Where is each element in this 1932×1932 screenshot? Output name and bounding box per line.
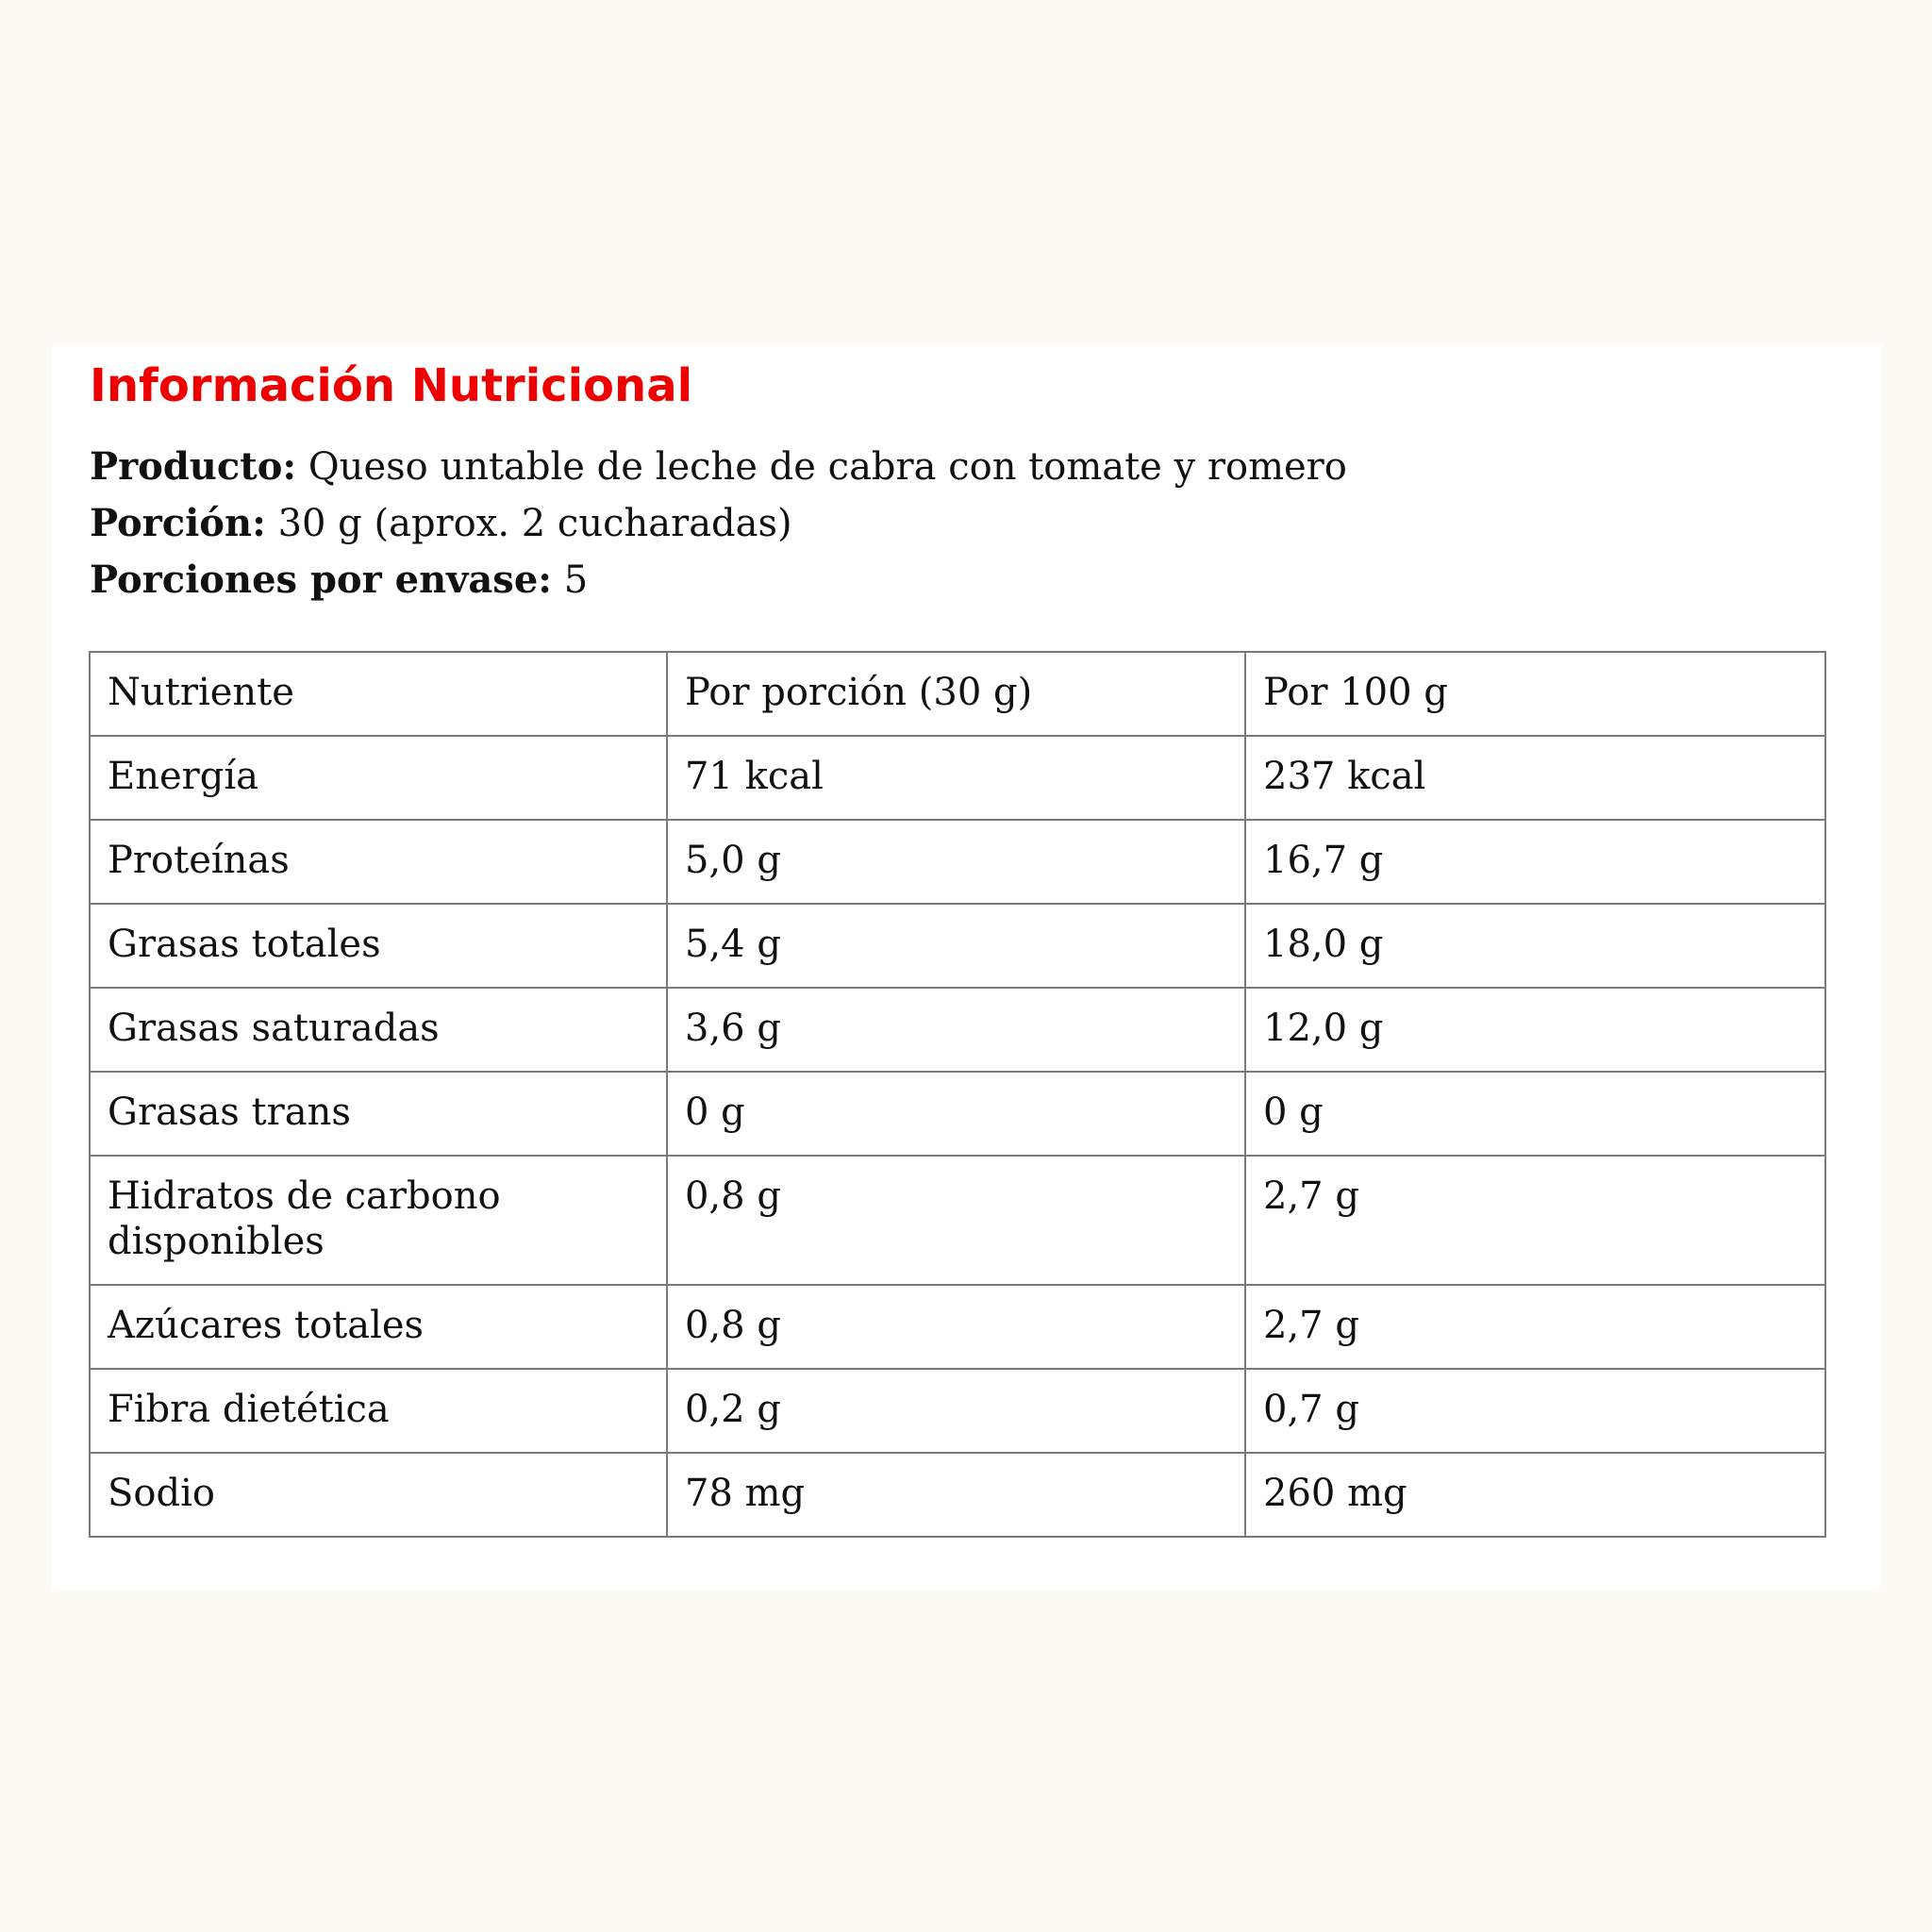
nutrient-name: Hidratos de carbono disponibles [90, 1156, 667, 1285]
nutrition-table [89, 651, 1826, 1538]
per-100g-value: 2,7 g [1245, 1285, 1825, 1369]
nutrient-name: Fibra dietética [90, 1369, 667, 1453]
per-portion-value: 5,4 g [667, 904, 1245, 988]
nutrition-card [52, 344, 1882, 1590]
per-portion-value: 0,8 g [667, 1156, 1245, 1285]
table-row [90, 988, 1825, 1072]
table-row [90, 1453, 1825, 1537]
per-100g-value: 16,7 g [1245, 820, 1825, 904]
nutrient-name: Grasas totales [90, 904, 667, 988]
table-row [90, 1156, 1825, 1285]
nutrient-name: Azúcares totales [90, 1285, 667, 1369]
product-value: Queso untable de leche de cabra con tomate y romero [308, 445, 1347, 489]
servings-value: 5 [563, 558, 589, 602]
table-row [90, 1369, 1825, 1453]
per-portion-value: 78 mg [667, 1453, 1245, 1537]
table-row [90, 904, 1825, 988]
table-row [90, 1072, 1825, 1156]
nutrient-name: Grasas saturadas [90, 988, 667, 1072]
product-meta [90, 439, 1844, 608]
per-100g-value: 260 mg [1245, 1453, 1825, 1537]
per-100g-value: 18,0 g [1245, 904, 1825, 988]
per-portion-value: 3,6 g [667, 988, 1245, 1072]
per-100g-value: 0,7 g [1245, 1369, 1825, 1453]
portion-value: 30 g (aprox. 2 cucharadas) [277, 502, 792, 545]
per-100g-value: 237 kcal [1245, 736, 1825, 820]
table-row [90, 820, 1825, 904]
per-100g-value: 0 g [1245, 1072, 1825, 1156]
table-row [90, 1285, 1825, 1369]
servings-label: Porciones por envase: [90, 558, 553, 602]
table-header-row [90, 652, 1825, 736]
nutrient-name: Energía [90, 736, 667, 820]
per-100g-value: 2,7 g [1245, 1156, 1825, 1285]
servings-line [90, 552, 1844, 608]
product-line [90, 439, 1844, 495]
per-portion-value: 0,2 g [667, 1369, 1245, 1453]
portion-label: Porción: [90, 501, 266, 545]
header-nutrient: Nutriente [90, 652, 667, 736]
header-per-portion: Por porción (30 g) [667, 652, 1245, 736]
nutrient-name: Sodio [90, 1453, 667, 1537]
header-per-100g: Por 100 g [1245, 652, 1825, 736]
nutrient-name: Proteínas [90, 820, 667, 904]
page-title: Información Nutricional [90, 359, 693, 412]
nutrient-name: Grasas trans [90, 1072, 667, 1156]
portion-line [90, 495, 1844, 552]
per-portion-value: 0 g [667, 1072, 1245, 1156]
per-portion-value: 0,8 g [667, 1285, 1245, 1369]
table-row [90, 736, 1825, 820]
per-portion-value: 5,0 g [667, 820, 1245, 904]
per-portion-value: 71 kcal [667, 736, 1245, 820]
per-100g-value: 12,0 g [1245, 988, 1825, 1072]
product-label: Producto: [90, 444, 297, 489]
